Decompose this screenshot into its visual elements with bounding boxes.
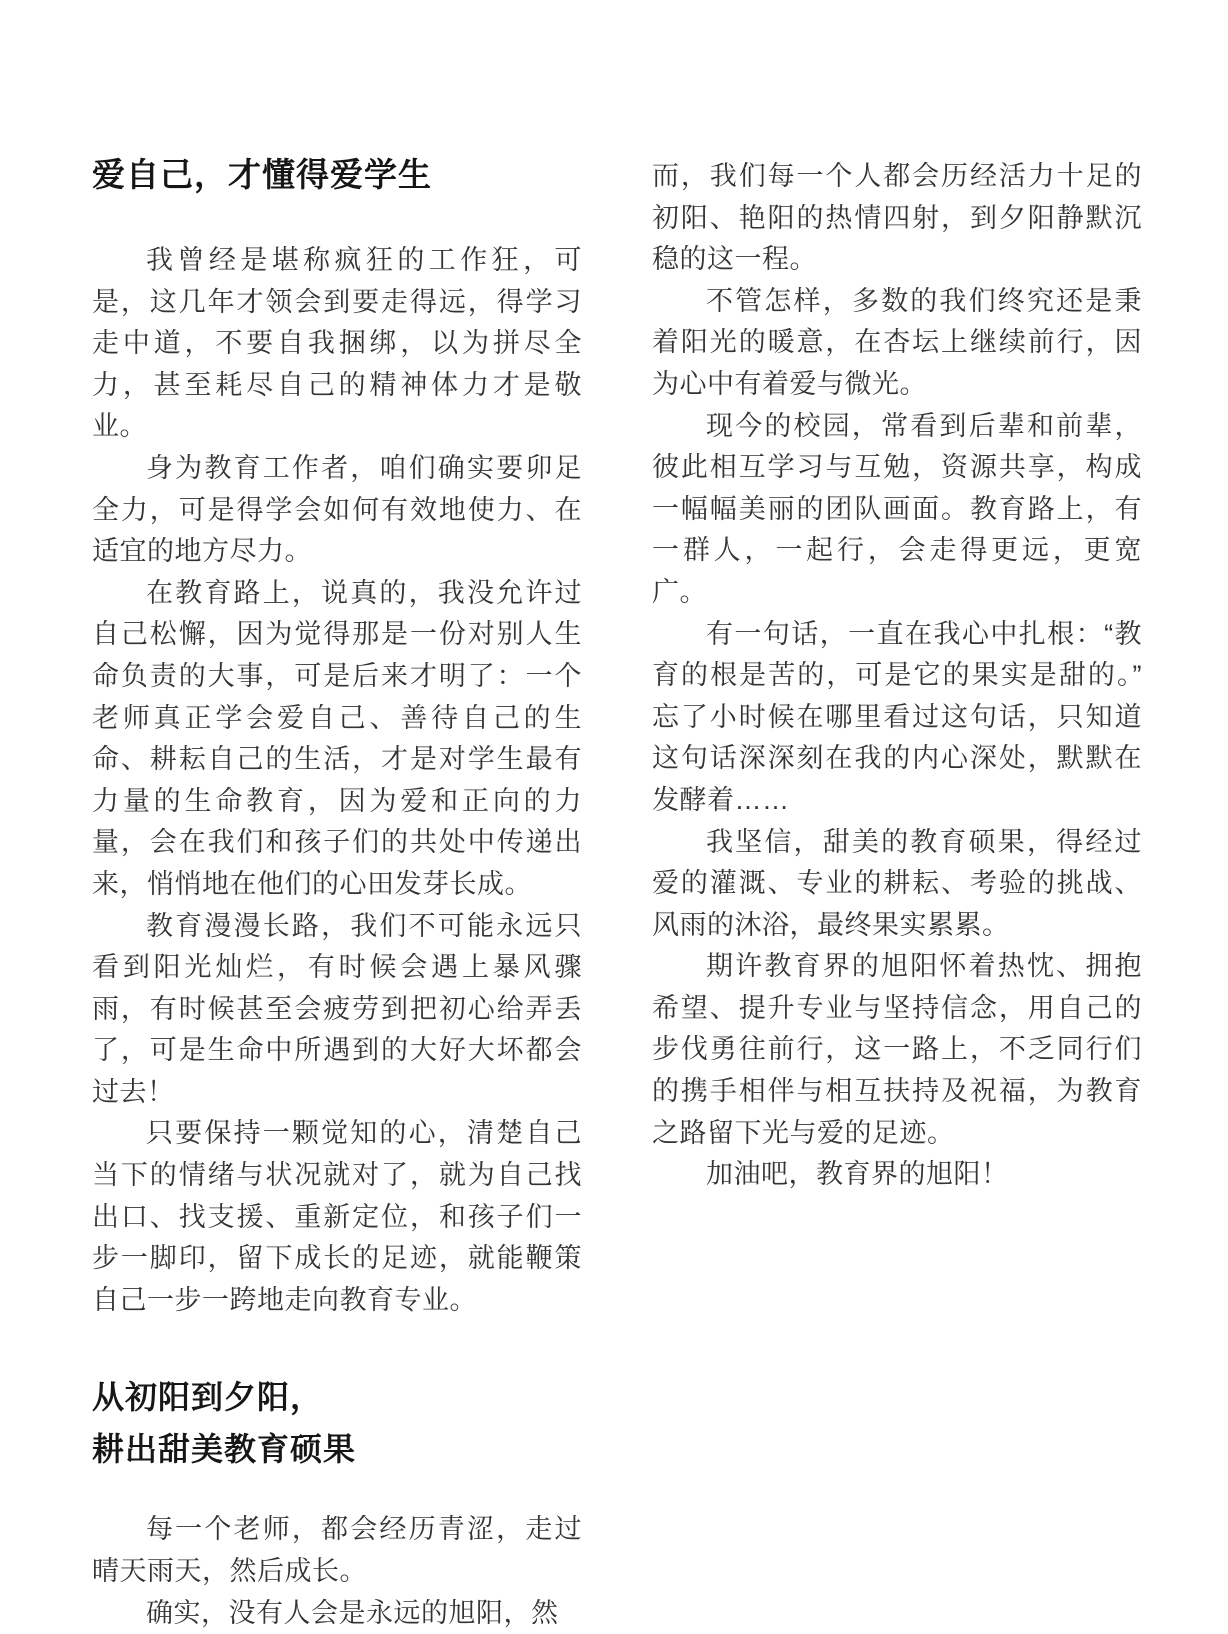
body-paragraph: 每一个老师，都会经历青涩，走过晴天雨天，然后成长。 xyxy=(92,1514,582,1587)
left-column xyxy=(92,156,582,1634)
section2-heading-line1: 从初阳到夕阳， xyxy=(92,1379,324,1416)
body-paragraph-continuation: 而，我们每一个人都会历经活力十足的初阳、艳阳的热情四射，到夕阳静默沉稳的这一程。 xyxy=(652,161,1142,275)
body-paragraph: 不管怎样，多数的我们终究还是秉着阳光的暖意，在杏坛上继续前行，因为心中有着爱与微光。 xyxy=(652,285,1142,399)
right-column xyxy=(652,156,1142,1196)
body-paragraph: 只要保持一颗觉知的心，清楚自己当下的情绪与状况就对了，就为自己找出口、找支援、重新定位，和孩子们一步一脚印，留下成长的足迹，就能鞭策自己一步一跨地走向教育专业。 xyxy=(92,1118,582,1315)
body-paragraph: 在教育路上，说真的，我没允许过自己松懈，因为觉得那是一份对别人生命负责的大事，可是后来才明了：一个老师真正学会爱自己、善待自己的生命、耕耘自己的生活，才是对学生最有力量的生命教育，因为爱和正向的力量，会在我们和孩子们的共处中传递出来，悄悄地在他们的心田发芽长成。 xyxy=(92,577,582,899)
body-paragraph: 教育漫漫长路，我们不可能永远只看到阳光灿烂，有时候会遇上暴风骤雨，有时候甚至会疲劳到把初心给弄丢了，可是生命中所遇到的大好大坏都会过去！ xyxy=(92,910,582,1107)
body-paragraph: 加油吧，教育界的旭阳！ xyxy=(706,1159,1009,1190)
section2-heading-line2: 耕出甜美教育硕果 xyxy=(92,1431,357,1468)
body-paragraph: 有一句话，一直在我心中扎根：“教育的根是苦的，可是它的果实是甜的。”忘了小时候在哪里看过这句话，只知道这句话深深刻在我的内心深处，默默在发酵着…… xyxy=(652,618,1142,815)
body-paragraph: 确实，没有人会是永远的旭阳，然 xyxy=(146,1597,559,1628)
body-paragraph: 期许教育界的旭阳怀着热忱、拥抱希望、提升专业与坚持信念，用自己的步伐勇往前行，这一路上，不乏同行们的携手相伴与相互扶持及祝福，为教育之路留下光与爱的足迹。 xyxy=(652,951,1142,1148)
section2-heading xyxy=(92,1371,582,1475)
body-paragraph: 身为教育工作者，咱们确实要卯足全力，可是得学会如何有效地使力、在适宜的地方尽力。 xyxy=(92,452,582,567)
body-paragraph: 现今的校园，常看到后辈和前辈，彼此相互学习与互勉，资源共享，构成一幅幅美丽的团队画面。教育路上，有一群人，一起行，会走得更远，更宽广。 xyxy=(652,410,1142,607)
section1-heading: 爱自己，才懂得爱学生 xyxy=(92,156,432,193)
body-paragraph: 我曾经是堪称疯狂的工作狂，可是，这几年才领会到要走得远，得学习走中道，不要自我捆绑，以为拼尽全力，甚至耗尽自己的精神体力才是敬业。 xyxy=(92,245,582,442)
body-paragraph: 我坚信，甜美的教育硕果，得经过爱的灌溉、专业的耕耘、考验的挑战、风雨的沐浴，最终果实累累。 xyxy=(652,826,1142,940)
